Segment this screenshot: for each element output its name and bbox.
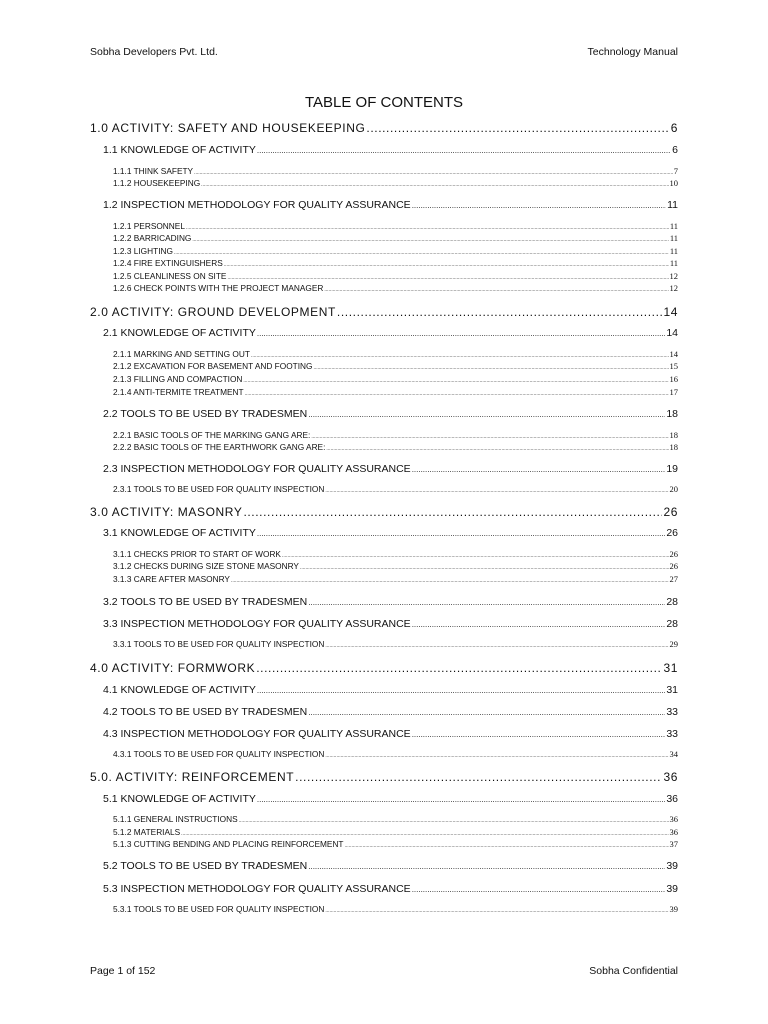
toc-entry-title: 2.1.3 FILLING AND COMPACTION <box>113 374 243 384</box>
toc-entry-level3[interactable] <box>113 814 678 824</box>
toc-dot-leader <box>245 391 669 397</box>
toc-entry-title: 2.2.2 BASIC TOOLS OF THE EARTHWORK GANG ARE: <box>113 442 326 452</box>
toc-entry-title: 3.3 INSPECTION METHODOLOGY FOR QUALITY ASSURANCE <box>103 618 411 630</box>
toc-entry-page-number: 26 <box>669 561 678 571</box>
toc-entry-page-number: 26 <box>669 549 678 559</box>
toc-entry-level3[interactable] <box>113 561 678 571</box>
toc-dot-leader <box>257 686 665 695</box>
toc-entry-page-number: 14 <box>663 305 678 319</box>
toc-entry-page-number: 11 <box>669 233 678 243</box>
toc-entry-level1[interactable] <box>90 770 678 784</box>
toc-entry-title: 3.2 TOOLS TO BE USED BY TRADESMEN <box>103 596 308 608</box>
toc-entry-level3[interactable] <box>113 430 678 440</box>
toc-entry-level2[interactable] <box>103 199 678 211</box>
toc-entry-level3[interactable] <box>113 166 678 176</box>
toc-entry-title: 5.0. ACTIVITY: REINFORCEMENT <box>90 770 295 784</box>
toc-entry-title: 1.2.1 PERSONNEL <box>113 221 185 231</box>
toc-entry-level3[interactable] <box>113 374 678 384</box>
toc-entry-page-number: 26 <box>663 505 678 519</box>
toc-entry-page-number: 27 <box>669 574 678 584</box>
toc-dot-leader <box>257 529 665 538</box>
toc-dot-leader <box>325 488 668 494</box>
toc-entry-title: 4.3 INSPECTION METHODOLOGY FOR QUALITY ASSURANCE <box>103 728 411 740</box>
toc-entry-level1[interactable] <box>90 661 678 675</box>
toc-entry-title: 5.1 KNOWLEDGE OF ACTIVITY <box>103 793 256 805</box>
toc-entry-page-number: 6 <box>670 121 678 135</box>
toc-dot-leader <box>201 182 668 188</box>
toc-entry-title: 4.0 ACTIVITY: FORMWORK <box>90 661 256 675</box>
toc-entry-level3[interactable] <box>113 258 678 268</box>
toc-entry-title: 2.3.1 TOOLS TO BE USED FOR QUALITY INSPECTION <box>113 484 325 494</box>
toc-entry-page-number: 6 <box>672 144 678 156</box>
toc-entry-page-number: 39 <box>669 904 678 914</box>
toc-dot-leader <box>308 708 665 717</box>
header-manual-title: Technology Manual <box>587 46 678 58</box>
toc-entry-title: 1.1.1 THINK SAFETY <box>113 166 194 176</box>
toc-entry-level2[interactable] <box>103 706 678 718</box>
toc-dot-leader <box>257 795 665 804</box>
toc-entry-page-number: 29 <box>669 639 678 649</box>
toc-entry-title: 2.1.1 MARKING AND SETTING OUT <box>113 349 250 359</box>
toc-entry-title: 1.2.2 BARRICADING <box>113 233 192 243</box>
toc-entry-title: 4.2 TOOLS TO BE USED BY TRADESMEN <box>103 706 308 718</box>
toc-entry-level3[interactable] <box>113 442 678 452</box>
toc-entry-title: 5.1.1 GENERAL INSTRUCTIONS <box>113 814 238 824</box>
toc-entry-title: 5.1.3 CUTTING BENDING AND PLACING REINFORCEMENT <box>113 839 344 849</box>
toc-entry-title: 1.2.6 CHECK POINTS WITH THE PROJECT MANAGER <box>113 283 324 293</box>
toc-dot-leader <box>325 908 668 914</box>
toc-entry-title: 5.3 INSPECTION METHODOLOGY FOR QUALITY ASSURANCE <box>103 883 411 895</box>
toc-entry-page-number: 10 <box>669 178 678 188</box>
toc-dot-leader <box>243 378 668 384</box>
toc-entry-page-number: 36 <box>669 827 678 837</box>
toc-entry-level3[interactable] <box>113 178 678 188</box>
toc-entry-page-number: 18 <box>669 430 678 440</box>
toc-dot-leader <box>366 121 669 135</box>
toc-dot-leader <box>282 553 669 559</box>
toc-entry-level2[interactable] <box>103 327 678 339</box>
toc-entry-page-number: 19 <box>666 463 678 475</box>
toc-entry-level1[interactable] <box>90 121 678 135</box>
toc-entry-title: 3.0 ACTIVITY: MASONRY <box>90 505 243 519</box>
toc-entry-page-number: 7 <box>673 166 678 176</box>
toc-entry-page-number: 18 <box>666 408 678 420</box>
toc-entry-level2[interactable] <box>103 596 678 608</box>
toc-dot-leader <box>412 465 666 474</box>
toc-entry-title: 1.0 ACTIVITY: SAFETY AND HOUSEKEEPING <box>90 121 366 135</box>
toc-entry-page-number: 39 <box>666 883 678 895</box>
toc-entry-title: 2.1.4 ANTI-TERMITE TREATMENT <box>113 387 244 397</box>
toc-entry-title: 3.3.1 TOOLS TO BE USED FOR QUALITY INSPECTION <box>113 639 325 649</box>
toc-entry-page-number: 11 <box>669 221 678 231</box>
toc-dot-leader <box>243 505 662 519</box>
toc-dot-leader <box>192 237 668 243</box>
toc-dot-leader <box>337 305 663 319</box>
toc-entry-page-number: 33 <box>666 728 678 740</box>
toc-entry-page-number: 18 <box>669 442 678 452</box>
toc-entry-page-number: 36 <box>663 770 678 784</box>
toc-dot-leader <box>325 753 668 759</box>
toc-dot-leader <box>326 446 668 452</box>
toc-entry-level2[interactable] <box>103 408 678 420</box>
toc-entry-page-number: 14 <box>666 327 678 339</box>
toc-dot-leader <box>345 843 669 849</box>
toc-dot-leader <box>308 410 665 419</box>
toc-dot-leader <box>412 620 666 629</box>
toc-entry-title: 3.1 KNOWLEDGE OF ACTIVITY <box>103 527 256 539</box>
toc-dot-leader <box>257 146 671 155</box>
toc-entry-title: 1.2.4 FIRE EXTINGUISHERS <box>113 258 223 268</box>
toc-entry-level2[interactable] <box>103 618 678 630</box>
toc-dot-leader <box>313 365 668 371</box>
toc-entry-level3[interactable] <box>113 349 678 359</box>
toc-entry-level3[interactable] <box>113 904 678 914</box>
toc-entry-page-number: 28 <box>666 618 678 630</box>
toc-entry-level3[interactable] <box>113 271 678 281</box>
toc-dot-leader <box>412 201 666 210</box>
toc-dot-leader <box>412 885 666 894</box>
toc-entry-level3[interactable] <box>113 283 678 293</box>
toc-entry-title: 4.3.1 TOOLS TO BE USED FOR QUALITY INSPECTION <box>113 749 325 759</box>
toc-entry-page-number: 26 <box>666 527 678 539</box>
toc-entry-title: 1.2 INSPECTION METHODOLOGY FOR QUALITY ASSURANCE <box>103 199 411 211</box>
toc-entry-title: 5.2 TOOLS TO BE USED BY TRADESMEN <box>103 860 308 872</box>
toc-dot-leader <box>251 353 669 359</box>
toc-entry-level2[interactable] <box>103 793 678 805</box>
toc-entry-level2[interactable] <box>103 728 678 740</box>
toc-entry-level3[interactable] <box>113 484 678 494</box>
toc-entry-level2[interactable] <box>103 463 678 475</box>
toc-entry-page-number: 17 <box>669 387 678 397</box>
toc-entry-page-number: 39 <box>666 860 678 872</box>
toc-entry-page-number: 28 <box>666 596 678 608</box>
toc-entry-title: 1.2.3 LIGHTING <box>113 246 173 256</box>
toc-entry-page-number: 20 <box>669 484 678 494</box>
page-title: TABLE OF CONTENTS <box>304 94 464 111</box>
footer-page-number: Page 1 of 152 <box>90 965 156 977</box>
toc-entry-page-number: 31 <box>666 684 678 696</box>
toc-entry-title: 2.2.1 BASIC TOOLS OF THE MARKING GANG ARE: <box>113 430 311 440</box>
toc-dot-leader <box>308 862 665 871</box>
toc-entry-title: 4.1 KNOWLEDGE OF ACTIVITY <box>103 684 256 696</box>
toc-dot-leader <box>325 643 668 649</box>
footer-confidential: Sobha Confidential <box>589 965 678 977</box>
toc-entry-title: 2.1.2 EXCAVATION FOR BASEMENT AND FOOTING <box>113 361 313 371</box>
toc-entry-page-number: 11 <box>669 246 678 256</box>
toc-entry-level3[interactable] <box>113 221 678 231</box>
toc-dot-leader <box>174 250 669 256</box>
toc-dot-leader <box>256 661 662 675</box>
toc-entry-level3[interactable] <box>113 827 678 837</box>
toc-entry-level2[interactable] <box>103 144 678 156</box>
toc-entry-page-number: 11 <box>667 199 678 211</box>
toc-entry-level1[interactable] <box>90 305 678 319</box>
toc-entry-page-number: 34 <box>669 749 678 759</box>
toc-dot-leader <box>224 262 669 268</box>
toc-entry-level2[interactable] <box>103 527 678 539</box>
toc-entry-page-number: 37 <box>669 839 678 849</box>
toc-entry-page-number: 11 <box>669 258 678 268</box>
toc-entry-level3[interactable] <box>113 574 678 584</box>
toc-entry-level3[interactable] <box>113 361 678 371</box>
toc-entry-page-number: 14 <box>669 349 678 359</box>
toc-entry-level3[interactable] <box>113 387 678 397</box>
toc-dot-leader <box>308 598 665 607</box>
toc-entry-title: 1.1.2 HOUSEKEEPING <box>113 178 201 188</box>
toc-dot-leader <box>227 275 668 281</box>
toc-entry-page-number: 36 <box>666 793 678 805</box>
toc-entry-level3[interactable] <box>113 246 678 256</box>
toc-entry-page-number: 12 <box>669 271 678 281</box>
toc-entry-title: 2.2 TOOLS TO BE USED BY TRADESMEN <box>103 408 308 420</box>
toc-entry-title: 2.0 ACTIVITY: GROUND DEVELOPMENT <box>90 305 336 319</box>
toc-entry-level2[interactable] <box>103 883 678 895</box>
toc-dot-leader <box>295 770 662 784</box>
toc-entry-level3[interactable] <box>113 639 678 649</box>
toc-entry-level3[interactable] <box>113 839 678 849</box>
toc-entry-level3[interactable] <box>113 749 678 759</box>
toc-entry-title: 3.1.2 CHECKS DURING SIZE STONE MASONRY <box>113 561 299 571</box>
toc-dot-leader <box>231 578 669 584</box>
toc-entry-title: 1.1 KNOWLEDGE OF ACTIVITY <box>103 144 256 156</box>
toc-entry-page-number: 31 <box>663 661 678 675</box>
toc-dot-leader <box>239 818 669 824</box>
toc-dot-leader <box>194 170 673 176</box>
toc-entry-level3[interactable] <box>113 549 678 559</box>
toc-dot-leader <box>324 287 668 293</box>
toc-entry-level1[interactable] <box>90 505 678 519</box>
toc-entry-page-number: 12 <box>669 283 678 293</box>
toc-entry-title: 1.2.5 CLEANLINESS ON SITE <box>113 271 227 281</box>
toc-entry-title: 3.1.3 CARE AFTER MASONRY <box>113 574 230 584</box>
toc-dot-leader <box>412 730 666 739</box>
toc-dot-leader <box>257 329 665 338</box>
toc-entry-title: 5.1.2 MATERIALS <box>113 827 181 837</box>
header-company: Sobha Developers Pvt. Ltd. <box>90 46 218 58</box>
toc-dot-leader <box>300 565 669 571</box>
toc-entry-page-number: 16 <box>669 374 678 384</box>
toc-entry-page-number: 33 <box>666 706 678 718</box>
toc-entry-page-number: 36 <box>669 814 678 824</box>
toc-dot-leader <box>311 434 668 440</box>
toc-entry-title: 5.3.1 TOOLS TO BE USED FOR QUALITY INSPECTION <box>113 904 325 914</box>
toc-entry-level3[interactable] <box>113 233 678 243</box>
toc-dot-leader <box>186 225 669 231</box>
toc-entry-title: 2.3 INSPECTION METHODOLOGY FOR QUALITY ASSURANCE <box>103 463 411 475</box>
toc-entry-level2[interactable] <box>103 684 678 696</box>
toc-entry-page-number: 15 <box>669 361 678 371</box>
toc-entry-title: 2.1 KNOWLEDGE OF ACTIVITY <box>103 327 256 339</box>
toc-dot-leader <box>181 831 668 837</box>
toc-entry-level2[interactable] <box>103 860 678 872</box>
toc-entry-title: 3.1.1 CHECKS PRIOR TO START OF WORK <box>113 549 281 559</box>
